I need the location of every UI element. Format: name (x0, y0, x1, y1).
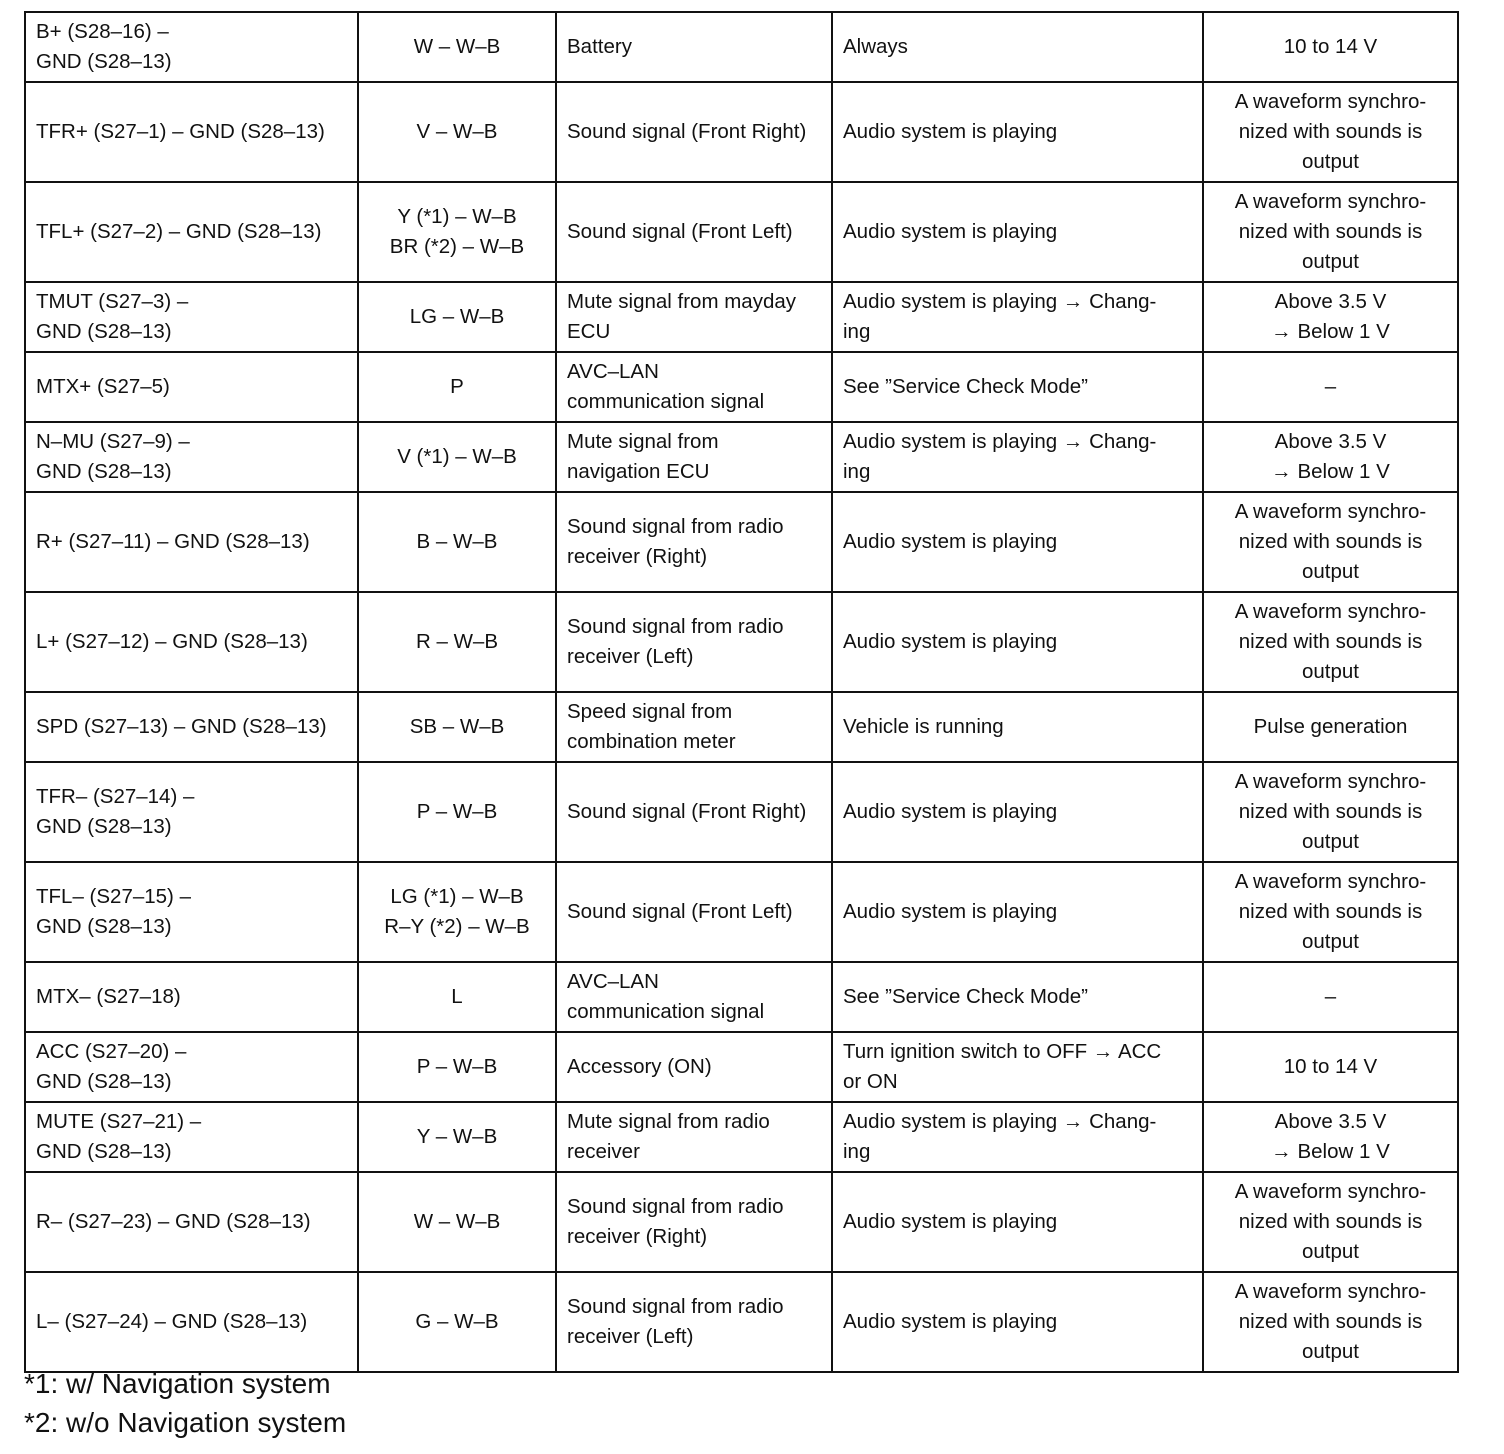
description-cell: Mute signal from navigation ECU (556, 422, 832, 492)
specified-condition-cell: – (1203, 352, 1458, 422)
condition-cell: Turn ignition switch to OFF → ACC or ON (832, 1032, 1203, 1102)
terminal-cell: L– (S27–24) – GND (S28–13) (25, 1272, 358, 1372)
table-row (25, 182, 1458, 282)
table-row (25, 422, 1458, 492)
specified-condition-cell: 10 to 14 V (1203, 12, 1458, 82)
wiring-color-cell: LG (*1) – W–B R–Y (*2) – W–B (358, 862, 556, 962)
specified-condition-cell: A waveform synchro- nized with sounds is output (1203, 592, 1458, 692)
description-cell: Sound signal from radio receiver (Left) (556, 1272, 832, 1372)
table-row (25, 962, 1458, 1032)
terminal-cell: TFL– (S27–15) – GND (S28–13) (25, 862, 358, 962)
wiring-color-cell: P – W–B (358, 762, 556, 862)
description-cell: AVC–LAN communication signal (556, 352, 832, 422)
wiring-color-cell: V (*1) – W–B (358, 422, 556, 492)
table-row (25, 82, 1458, 182)
wiring-color-cell: SB – W–B (358, 692, 556, 762)
description-cell: Sound signal from radio receiver (Right) (556, 1172, 832, 1272)
description-cell: Sound signal from radio receiver (Right) (556, 492, 832, 592)
table-row (25, 762, 1458, 862)
condition-cell: Audio system is playing (832, 82, 1203, 182)
wiring-color-cell: R – W–B (358, 592, 556, 692)
wiring-color-cell: W – W–B (358, 12, 556, 82)
specified-condition-cell: – (1203, 962, 1458, 1032)
terminal-cell: MTX– (S27–18) (25, 962, 358, 1032)
terminal-cell: MUTE (S27–21) – GND (S28–13) (25, 1102, 358, 1172)
wiring-color-cell: B – W–B (358, 492, 556, 592)
wiring-color-cell: P – W–B (358, 1032, 556, 1102)
condition-cell: Audio system is playing (832, 182, 1203, 282)
description-cell: Speed signal from combination meter (556, 692, 832, 762)
condition-cell: Audio system is playing (832, 762, 1203, 862)
table-row (25, 1272, 1458, 1372)
terminal-cell: TFR– (S27–14) – GND (S28–13) (25, 762, 358, 862)
condition-cell: Audio system is playing (832, 492, 1203, 592)
condition-cell: Audio system is playing (832, 862, 1203, 962)
terminal-cell: L+ (S27–12) – GND (S28–13) (25, 592, 358, 692)
terminal-cell: R– (S27–23) – GND (S28–13) (25, 1172, 358, 1272)
specified-condition-cell: Above 3.5 V → Below 1 V (1203, 1102, 1458, 1172)
condition-cell: Audio system is playing → Chang- ing (832, 422, 1203, 492)
specified-condition-cell: Above 3.5 V → Below 1 V (1203, 282, 1458, 352)
terminal-spec-table (24, 11, 1459, 1373)
table-row (25, 1172, 1458, 1272)
condition-cell: See ”Service Check Mode” (832, 962, 1203, 1032)
description-cell: Sound signal (Front Right) (556, 762, 832, 862)
specified-condition-cell: A waveform synchro- nized with sounds is output (1203, 82, 1458, 182)
terminal-cell: ACC (S27–20) – GND (S28–13) (25, 1032, 358, 1102)
condition-cell: Audio system is playing (832, 1272, 1203, 1372)
wiring-color-cell: G – W–B (358, 1272, 556, 1372)
terminal-cell: R+ (S27–11) – GND (S28–13) (25, 492, 358, 592)
condition-cell: Audio system is playing (832, 592, 1203, 692)
specified-condition-cell: Above 3.5 V → Below 1 V (1203, 422, 1458, 492)
wiring-color-cell: W – W–B (358, 1172, 556, 1272)
specified-condition-cell: Pulse generation (1203, 692, 1458, 762)
table-row (25, 282, 1458, 352)
terminal-cell: TFR+ (S27–1) – GND (S28–13) (25, 82, 358, 182)
wiring-color-cell: Y (*1) – W–B BR (*2) – W–B (358, 182, 556, 282)
specified-condition-cell: 10 to 14 V (1203, 1032, 1458, 1102)
terminal-cell: B+ (S28–16) – GND (S28–13) (25, 12, 358, 82)
footnote-navigation: *1: w/ Navigation system (24, 1368, 331, 1399)
table-row (25, 1032, 1458, 1102)
specified-condition-cell: A waveform synchro- nized with sounds is output (1203, 492, 1458, 592)
specified-condition-cell: A waveform synchro- nized with sounds is output (1203, 182, 1458, 282)
description-cell: Battery (556, 12, 832, 82)
terminal-cell: TMUT (S27–3) – GND (S28–13) (25, 282, 358, 352)
terminal-cell: MTX+ (S27–5) (25, 352, 358, 422)
specified-condition-cell: A waveform synchro- nized with sounds is output (1203, 862, 1458, 962)
description-cell: Mute signal from mayday ECU (556, 282, 832, 352)
terminal-cell: N–MU (S27–9) – GND (S28–13) (25, 422, 358, 492)
description-cell: Sound signal from radio receiver (Left) (556, 592, 832, 692)
condition-cell: Vehicle is running (832, 692, 1203, 762)
description-cell: Accessory (ON) (556, 1032, 832, 1102)
table-row (25, 492, 1458, 592)
table-row (25, 862, 1458, 962)
specified-condition-cell: A waveform synchro- nized with sounds is output (1203, 1272, 1458, 1372)
footnote-no-navigation: *2: w/o Navigation system (24, 1407, 347, 1438)
wiring-color-cell: L (358, 962, 556, 1032)
wiring-color-cell: P (358, 352, 556, 422)
table-row (25, 12, 1458, 82)
wiring-color-cell: V – W–B (358, 82, 556, 182)
table-row (25, 592, 1458, 692)
terminal-cell: SPD (S27–13) – GND (S28–13) (25, 692, 358, 762)
condition-cell: See ”Service Check Mode” (832, 352, 1203, 422)
description-cell: Mute signal from radio receiver (556, 1102, 832, 1172)
wiring-color-cell: LG – W–B (358, 282, 556, 352)
footnotes (24, 1364, 346, 1442)
wiring-color-cell: Y – W–B (358, 1102, 556, 1172)
specified-condition-cell: A waveform synchro- nized with sounds is output (1203, 1172, 1458, 1272)
condition-cell: Audio system is playing → Chang- ing (832, 282, 1203, 352)
table-row (25, 1102, 1458, 1172)
condition-cell: Always (832, 12, 1203, 82)
terminal-cell: TFL+ (S27–2) – GND (S28–13) (25, 182, 358, 282)
specified-condition-cell: A waveform synchro- nized with sounds is output (1203, 762, 1458, 862)
table-row (25, 352, 1458, 422)
condition-cell: Audio system is playing (832, 1172, 1203, 1272)
description-cell: AVC–LAN communication signal (556, 962, 832, 1032)
description-cell: Sound signal (Front Left) (556, 182, 832, 282)
table-row (25, 692, 1458, 762)
condition-cell: Audio system is playing → Chang- ing (832, 1102, 1203, 1172)
description-cell: Sound signal (Front Right) (556, 82, 832, 182)
description-cell: Sound signal (Front Left) (556, 862, 832, 962)
